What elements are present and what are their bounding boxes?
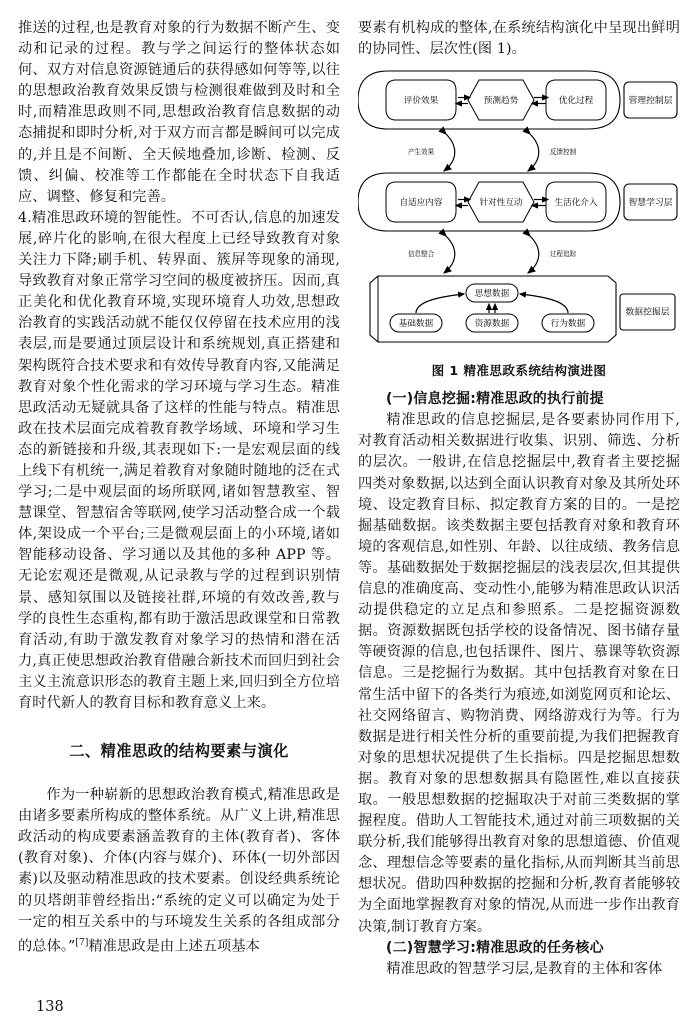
connector-label-information-integration: 信息整合 bbox=[407, 250, 435, 259]
connector-label-feedback-control: 反馈控制 bbox=[549, 148, 577, 157]
figure-caption: 图 1 精准思政系统结构演进图 bbox=[431, 363, 607, 379]
node-behavior-data: 行为数据 bbox=[550, 319, 586, 330]
left-column bbox=[18, 12, 340, 1021]
subsection-heading-smart-learning: (二)智慧学习:精准思政的任务核心 bbox=[386, 939, 604, 956]
node-basic-data: 基础数据 bbox=[398, 319, 434, 330]
layer-management-control bbox=[358, 71, 677, 129]
figure-svg bbox=[358, 68, 680, 358]
node-adaptive-content: 自适应内容 bbox=[399, 198, 443, 209]
paragraph-system-elements bbox=[18, 785, 340, 957]
subsection-heading-information-mining: (一)信息挖掘:精准思政的执行前提 bbox=[386, 391, 604, 408]
node-predict-trend: 预测趋势 bbox=[483, 96, 519, 107]
paragraph-text-part1: 作为一种崭新的思想政治教育模式,精准思政是由诸多要素所构成的整体系统。从广义上讲,精准思政活动的构成要素涵盖教育的主体(教育者)、客体(教育对象)、介体(内容与媒介)、环体(一切外部因素)以及驱动精准思政的技术要素。创设经典系统论的贝塔朗菲曾经指出:“系统的定义可以确定为处于一定的相互关系中的与环境发生关系的各组成部分的总体。” bbox=[18, 787, 340, 955]
node-thought-data: 思想数据 bbox=[474, 289, 510, 300]
layer-smart-learning bbox=[358, 173, 677, 231]
paragraph-text-part2: 精准思政是由上述五项基本 bbox=[88, 938, 260, 955]
paragraph-figure-intro: 要素有机构成的整体,在系统结构演化中呈现出鲜明的协同性、层次性(图 1)。 bbox=[358, 20, 680, 58]
node-life-intervention: 生活化介入 bbox=[554, 198, 598, 209]
connector-group-lower bbox=[408, 236, 577, 273]
node-optimize-process: 优化过程 bbox=[558, 96, 594, 107]
node-targeted-interaction: 针对性互动 bbox=[479, 198, 523, 209]
layer-label-data-mining: 数据挖掘层 bbox=[625, 307, 670, 318]
paragraph-smart-environment: 4.精准思政环境的智能性。不可否认,信息的加速发展,碎片化的影响,在很大程度上已经导致教育对象关注力下降;刷手机、转界面、簇屏等现象的涌现,导致教育对象正常学习空间的极度被挤压。因而,真正美化和优化教育环境,实现环境育人功效,思想政治教育的实践活动就不能仅仅停留在技术应用的浅表层,而是要通过顶层设计和系统规划,真正搭建和架构既符合技术要求和有效传导教育内容,又能满足教育对象个性化需求的学习环境与学习生态。精准思政活动无疑就具备了这样的性能与特点。精准思政在技术层面完成着教育教学场域、环境和学习生态的新链接和升级,其表现如下:一是宏观层面的线上线下有机统一,满足着教育对象随时随地的泛在式学习;二是中观层面的场所联网,诸如智慧教室、智慧课堂、智慧宿舍等联网,使学习活动整合成一个载体,架设成一个平台;三是微观层面上的小环境,诸如智能移动设备、学习通以及其他的多种 APP 等。无论宏观还是微观,从记录教与学的过程到识别情景、感知氛围以及链接社群,环境的有效改善,教与学的良性生态重构,都有助于激活思政课堂和日常教育活动,有助于激发教育对象学习的热情和潜在活力,真正使思想政治教育借融合新技术而回归到社会主义主流意识形态的教育主题上来,回归到全方位培育时代新人的教育目标和教育意义上来。 bbox=[18, 209, 340, 711]
connector-label-process-tracking: 过程追踪 bbox=[549, 250, 577, 259]
layer-label-management: 管理控制层 bbox=[628, 96, 673, 107]
paragraph-smart-learning: 精准思政的智慧学习层,是教育的主体和客体 bbox=[386, 960, 663, 977]
node-evaluate-effect: 评价效果 bbox=[403, 96, 439, 107]
connector-group-upper bbox=[408, 134, 577, 171]
paragraph-continuation: 推送的过程,也是教育对象的行为数据不断产生、变动和记录的过程。教与学之间运行的整体状态如何、双方对信息资源链通后的获得感如何等等,以往的思想政治教育效果反馈与检测很难做到及时和全时,而精准思政则不同,思想政治教育信息数据的动态捕捉和即时分析,对于双方而言都是瞬间可以完成的,并且是不间断、全天候地叠加,诊断、检测、反馈、纠偏、校准等工作都能在全时状态下自我适应、调整、修复和完善。 bbox=[18, 20, 340, 205]
footnote-marker: [7] bbox=[75, 937, 89, 948]
node-resource-data: 资源数据 bbox=[474, 319, 510, 330]
figure-system-structure bbox=[358, 68, 680, 379]
layer-data-mining bbox=[370, 276, 675, 342]
section-heading: 二、精准思政的结构要素与演化 bbox=[69, 742, 289, 761]
connector-label-produce-effect: 产生效果 bbox=[407, 148, 435, 157]
page-number: 138 bbox=[36, 999, 64, 1015]
paragraph-information-mining: 精准思政的信息挖掘层,是各要素协同作用下,对教育活动相关数据进行收集、识别、筛选、分析的层次。一般讲,在信息挖掘层中,教育者主要挖掘四类对象数据,以达到全面认识教育对象及其所处环境、设定教育目标、拟定教育方案的目的。一是挖掘基础数据。该类数据主要包括教育对象和教育环境的客观信息,如性别、年龄、以往成绩、教务信息等。基础数据处于数据挖掘层的浅表层次,但其提供信息的准确度高、变动性小,能够为精准思政认识活动提供稳定的立足点和参照系。二是挖掘资源数据。资源数据既包括学校的设备情况、图书储存量等硬资源的信息,也包括课件、图片、慕课等软资源信息。三是挖掘行为数据。其中包括教育对象在日常生活中留下的各类行为痕迹,如浏览网页和论坛、社交网络留言、购物消费、网络游戏行为等。行为数据是进行相关性分析的重要前提,为我们把握教育对象的思想状况提供了生长指标。四是挖掘思想数据。教育对象的思想数据具有隐匿性,难以直接获取。一般思想数据的挖掘取决于对前三类数据的掌握程度。借助人工智能技术,通过对前三项数据的关联分析,我们能够得出教育对象的思想道德、价值观念、理想信念等要素的量化指标,从而判断其当前思想状况。借助四种数据的挖掘和分析,教育者能够较为全面地掌握教育对象的情况,从而进一步作出教育决策,制订教育方案。 bbox=[358, 412, 680, 935]
layer-label-smart-learning: 智慧学习层 bbox=[628, 198, 673, 209]
right-column bbox=[358, 12, 680, 1021]
